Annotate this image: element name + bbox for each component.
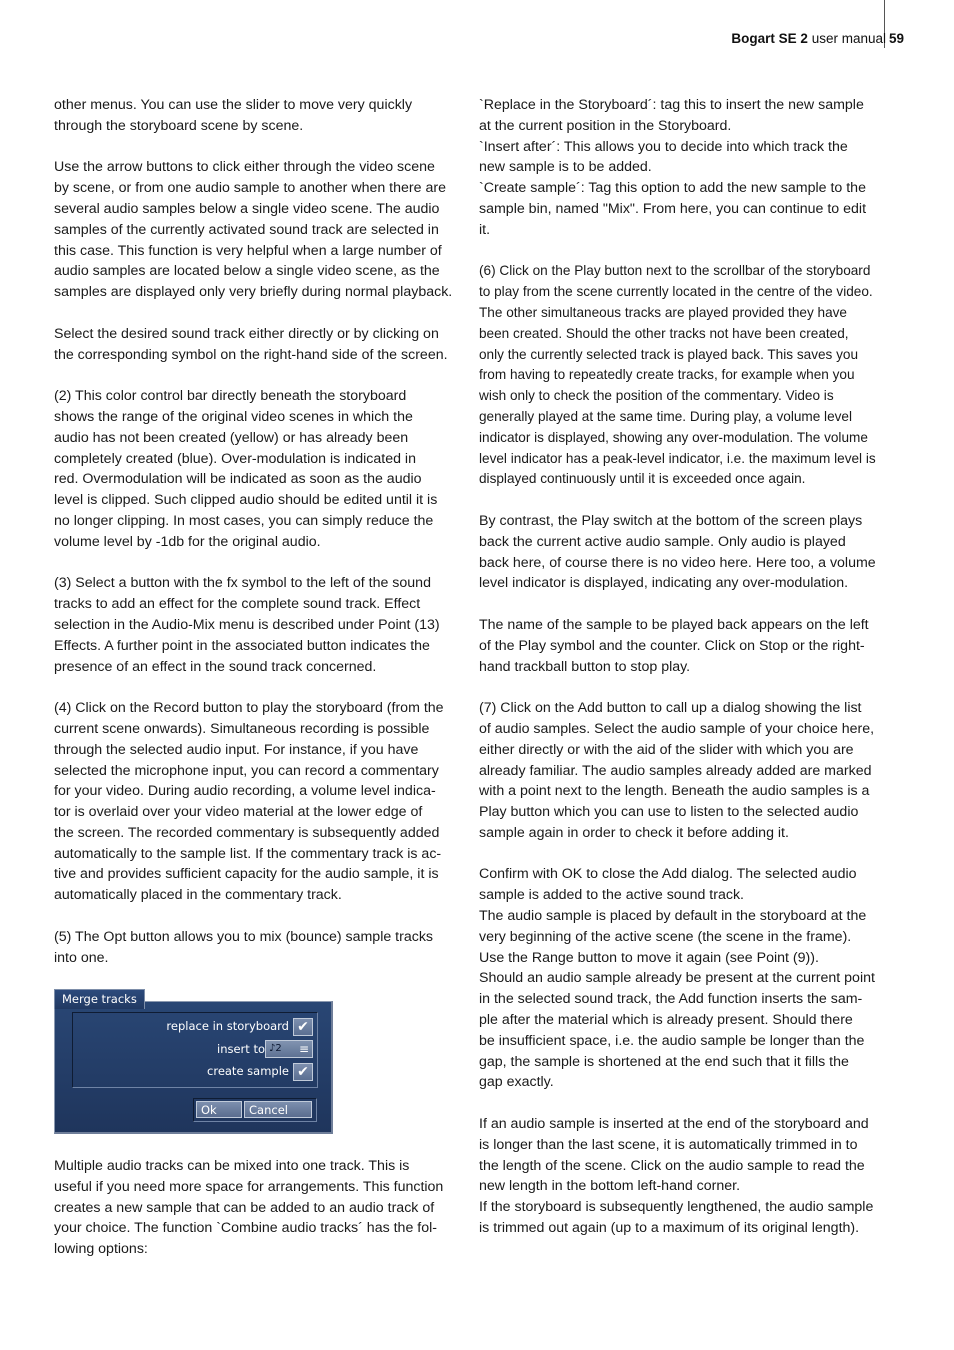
paragraph: Use the arrow buttons to click either through the video scene by scene, or from one audio sample to another when there are several audio samples below a single video scene. The audio samples of the currently activated sound track are selected in this case. This function is very helpful when a large number of audio samples are located below a single video scene, as the samples are displayed only very briefly during normal playback. — [54, 159, 453, 301]
left-column — [54, 95, 464, 1260]
dialog-button-group — [193, 1098, 317, 1122]
paragraph: Multiple audio tracks can be mixed into one track. This is useful if you need more space for arrangements. This function creates a new sample that can be added to an audio track of your choice. The function `Combine audio tracks´ has the fol- lowing options: — [54, 1158, 444, 1258]
replace-in-storyboard-checkbox[interactable] — [293, 1018, 313, 1036]
page-number: 59 — [889, 31, 905, 46]
paragraph: Confirm with OK to close the Add dialog. The selected audio sample is added to the active sound track. The audio sample is placed by default in the storyboard at the very beginning of the active scene (the scene in the frame). Use the Range button to move it again (see Point (9)). Should an audio sample already be present at the current point in the selected sound track, the Add function inserts the sam- ple after the material which is already present. Should there be insufficient space, i.e. the audio sample be longer than the gap, the sample is shortened at the end such that it fills the gap exactly. — [479, 866, 875, 1091]
checkmark-icon: ✔ — [297, 1019, 309, 1036]
paragraph: other menus. You can use the slider to move very quickly through the storyboard scene by scene. — [54, 97, 413, 134]
paragraph: (5) The Opt button allows you to mix (bounce) sample tracks into one. — [54, 928, 434, 966]
paragraph: Select the desired sound track either directly or by clicking on the corresponding symbol on the right-hand side of the screen. — [54, 325, 448, 363]
header-brand: Bogart SE 2 — [731, 31, 808, 46]
track-note-icon: ♪2 — [269, 1043, 282, 1055]
options-group — [72, 1012, 318, 1088]
insert-to-select[interactable] — [265, 1040, 313, 1058]
paragraph: The name of the sample to be played back appears on the left of the Play symbol and the counter. Click on Stop or the right- hand trackball button to stop play. — [479, 616, 869, 675]
paragraph: (7) Click on the Add button to call up a dialog showing the list of audio samples. Select the audio sample of your choice here, either directly or with the aid of the slider with which you are already familiar. The audio samples already added are marked with a point next to the length. Beneath the audio samples is a Play button which you can use to listen to the selected audio sample again in order to check it before adding it. — [479, 700, 875, 841]
paragraph: (3) Select a button with the fx symbol to the left of the sound tracks to add an effect for the complete sound track. Effect selection in the Audio-Mix menu is described under Point (13) Effects. A further point in the associated button indicates the presence of an effect in the sound track concerned. — [54, 575, 440, 675]
create-sample-checkbox[interactable] — [293, 1063, 313, 1081]
replace-in-storyboard-label: replace in storyboard — [166, 1019, 289, 1034]
create-sample-label: create sample — [207, 1064, 289, 1079]
ok-button[interactable]: Ok — [196, 1101, 242, 1118]
paragraph: If an audio sample is inserted at the end of the storyboard and is longer than the last scene, it is automatically trimmed in to the length of the scene. Click on the audio sample to read the new length in the bottom left-hand corner. If the storyboard is subsequently lengthened, the audio sample is trimmed out again (up to a maximum of its original length). — [479, 1116, 874, 1237]
merge-tracks-dialog — [54, 989, 333, 1135]
header-suffix: user manual — [807, 31, 886, 46]
dialog-title-tab: Merge tracks — [54, 989, 145, 1009]
menu-icon: ≡ — [298, 1042, 309, 1057]
right-column — [479, 95, 889, 1239]
insert-to-label: insert to — [217, 1042, 265, 1057]
paragraph: By contrast, the Play switch at the bottom of the screen plays back the current active audio sample. Only audio is played back here, of course there is no video here. Here too, a volume level indicator is displayed, indicating any over-modulation. — [479, 512, 876, 592]
cancel-button[interactable]: Cancel — [244, 1101, 312, 1118]
paragraph: (6) Click on the Play button next to the scrollbar of the storyboard to play from the scene currently located in the centre of the video. The other simultaneous tracks are played provided they have been created. Should the other tracks not have been created, only the currently selected track is played back. This saves you from having to repeatedly create tracks, for example when you wish only to check the position of the commentary. Video is generally played at the same time. During play, a volume level indicator is displayed, showing any over-modulation. The volume level indicator has a peak-level indicator, i.e. the maximum level is displayed continuously until it is exceeded once again. — [479, 263, 876, 487]
paragraph: `Replace in the Storyboard´: tag this to insert the new sample at the current position in the Storyboard. `Insert after´: This allows you to decide into which track the new sample is to be added. `Create sample´: Tag this option to add the new sample to the sample bin, named "Mix". From here, you can continue to edit it. — [479, 97, 867, 238]
dialog-panel — [54, 1001, 333, 1134]
running-header — [731, 31, 886, 46]
paragraph: (4) Click on the Record button to play the storyboard (from the current scene onwards). Simultaneous recording is possible through the selected audio input. For instance, if you have selected the microphone input, you can record a commentary for your video. During audio recording, a volume level indica- tor is overlaid over your video material at the lower edge of the screen. The recorded commentary is subsequently added automatically to the sample list. If the commentary track is ac- tive and provides sufficient capacity for the audio sample, it is automatically placed in the commentary track. — [54, 700, 444, 904]
checkmark-icon: ✔ — [297, 1064, 309, 1081]
paragraph: (2) This color control bar directly beneath the storyboard shows the range of the original video scenes in which the audio has not been created (yellow) or has already been completely created (blue). Over-modulation is indicated in red. Overmodulation will be indicated as soon as the audio level is clipped. Such clipped audio should be edited until it is no longer clipping. In most cases, you can simply reduce the volume level by -1db for the original audio. — [54, 388, 438, 550]
